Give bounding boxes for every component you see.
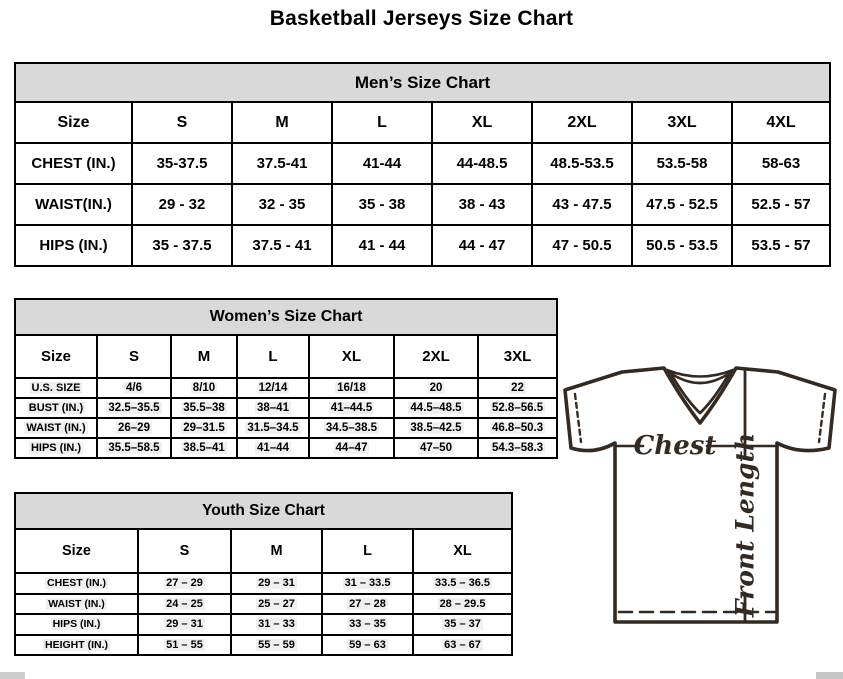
horizontal-scrollbar-fragment-left[interactable] [0,672,25,679]
row-label: HIPS (IN.) [15,225,132,266]
table-cell: 41-44 [332,143,432,184]
table-cell: 58-63 [732,143,830,184]
table-cell: 34.5–38.5 [309,418,394,438]
row-label: U.S. SIZE [15,378,97,398]
table-cell: 35.5–38 [171,398,237,418]
table-cell: 41–44 [237,438,309,458]
table-row [15,438,557,458]
column-header: XL [309,335,394,378]
column-header: L [237,335,309,378]
row-label: CHEST (IN.) [15,573,138,594]
table-cell: 38–41 [237,398,309,418]
front-length-label: Front Length [730,432,760,618]
column-header: L [322,529,413,573]
table-cell: 41 - 44 [332,225,432,266]
youth-size-chart [14,492,513,656]
column-header: 2XL [532,102,632,143]
table-cell: 43 - 47.5 [532,184,632,225]
table-cell: 63 – 67 [413,635,512,656]
table-row [15,418,557,438]
row-label: WAIST (IN.) [15,594,138,615]
table-cell: 33.5 – 36.5 [413,573,512,594]
table-cell: 31 – 33 [231,614,322,635]
table-cell: 35 – 37 [413,614,512,635]
table-cell: 41–44.5 [309,398,394,418]
table-cell: 8/10 [171,378,237,398]
chest-label: Chest [633,431,717,461]
table-cell: 16/18 [309,378,394,398]
table-cell: 48.5-53.5 [532,143,632,184]
table-cell: 28 – 29.5 [413,594,512,615]
table-cell: 29 – 31 [231,573,322,594]
table-cell: 44.5–48.5 [394,398,478,418]
table-cell: 33 – 35 [322,614,413,635]
table-cell: 29 – 31 [138,614,231,635]
table-cell: 47–50 [394,438,478,458]
table-cell: 38.5–42.5 [394,418,478,438]
table-cell: 47.5 - 52.5 [632,184,732,225]
column-header: S [97,335,171,378]
jersey-outline [565,368,835,622]
table-cell: 52.5 - 57 [732,184,830,225]
chart-title: Women’s Size Chart [15,299,557,335]
table-cell: 29 - 32 [132,184,232,225]
table-cell: 55 – 59 [231,635,322,656]
table-cell: 51 – 55 [138,635,231,656]
row-label: CHEST (IN.) [15,143,132,184]
column-header: 3XL [632,102,732,143]
table-cell: 32.5–35.5 [97,398,171,418]
horizontal-scrollbar-fragment-right[interactable] [816,672,843,679]
table-row [15,225,830,266]
table-cell: 54.3–58.3 [478,438,557,458]
column-header: M [231,529,322,573]
column-header: Size [15,529,138,573]
table-cell: 32 - 35 [232,184,332,225]
column-header: L [332,102,432,143]
row-label: WAIST (IN.) [15,418,97,438]
table-cell: 37.5 - 41 [232,225,332,266]
table-row [15,573,512,594]
table-cell: 44-48.5 [432,143,532,184]
page-title: Basketball Jerseys Size Chart [269,7,574,30]
table-cell: 35.5–58.5 [97,438,171,458]
table-cell: 35-37.5 [132,143,232,184]
table-cell: 38.5–41 [171,438,237,458]
table-cell: 50.5 - 53.5 [632,225,732,266]
mens-size-chart [14,62,831,267]
table-row [15,184,830,225]
table-cell: 53.5-58 [632,143,732,184]
table-cell: 37.5-41 [232,143,332,184]
column-header: 2XL [394,335,478,378]
table-cell: 44 - 47 [432,225,532,266]
table-cell: 38 - 43 [432,184,532,225]
table-cell: 52.8–56.5 [478,398,557,418]
table-cell: 59 – 63 [322,635,413,656]
row-label: HIPS (IN.) [15,438,97,458]
table-cell: 35 - 38 [332,184,432,225]
chart-title: Men’s Size Chart [15,63,830,102]
table-cell: 27 – 28 [322,594,413,615]
table-cell: 12/14 [237,378,309,398]
column-header: S [138,529,231,573]
row-label: WAIST(IN.) [15,184,132,225]
column-header: 3XL [478,335,557,378]
chart-title: Youth Size Chart [15,493,512,529]
column-header: M [171,335,237,378]
row-label: HEIGHT (IN.) [15,635,138,656]
table-row [15,143,830,184]
row-label: BUST (IN.) [15,398,97,418]
column-header: Size [15,102,132,143]
table-cell: 24 – 25 [138,594,231,615]
table-row [15,614,512,635]
jersey-measurement-diagram [558,354,842,640]
table-cell: 53.5 - 57 [732,225,830,266]
table-cell: 27 – 29 [138,573,231,594]
table-cell: 31 – 33.5 [322,573,413,594]
row-label: HIPS (IN.) [15,614,138,635]
column-header: Size [15,335,97,378]
table-row [15,635,512,656]
table-cell: 31.5–34.5 [237,418,309,438]
column-header: M [232,102,332,143]
table-cell: 20 [394,378,478,398]
table-cell: 29–31.5 [171,418,237,438]
column-header: XL [432,102,532,143]
table-row [15,398,557,418]
column-header: XL [413,529,512,573]
column-header: 4XL [732,102,830,143]
table-cell: 47 - 50.5 [532,225,632,266]
table-row [15,594,512,615]
table-cell: 44–47 [309,438,394,458]
womens-size-chart [14,298,558,459]
column-header: S [132,102,232,143]
table-cell: 26–29 [97,418,171,438]
table-cell: 46.8–50.3 [478,418,557,438]
table-cell: 25 – 27 [231,594,322,615]
table-cell: 35 - 37.5 [132,225,232,266]
table-row [15,378,557,398]
table-cell: 22 [478,378,557,398]
table-cell: 4/6 [97,378,171,398]
